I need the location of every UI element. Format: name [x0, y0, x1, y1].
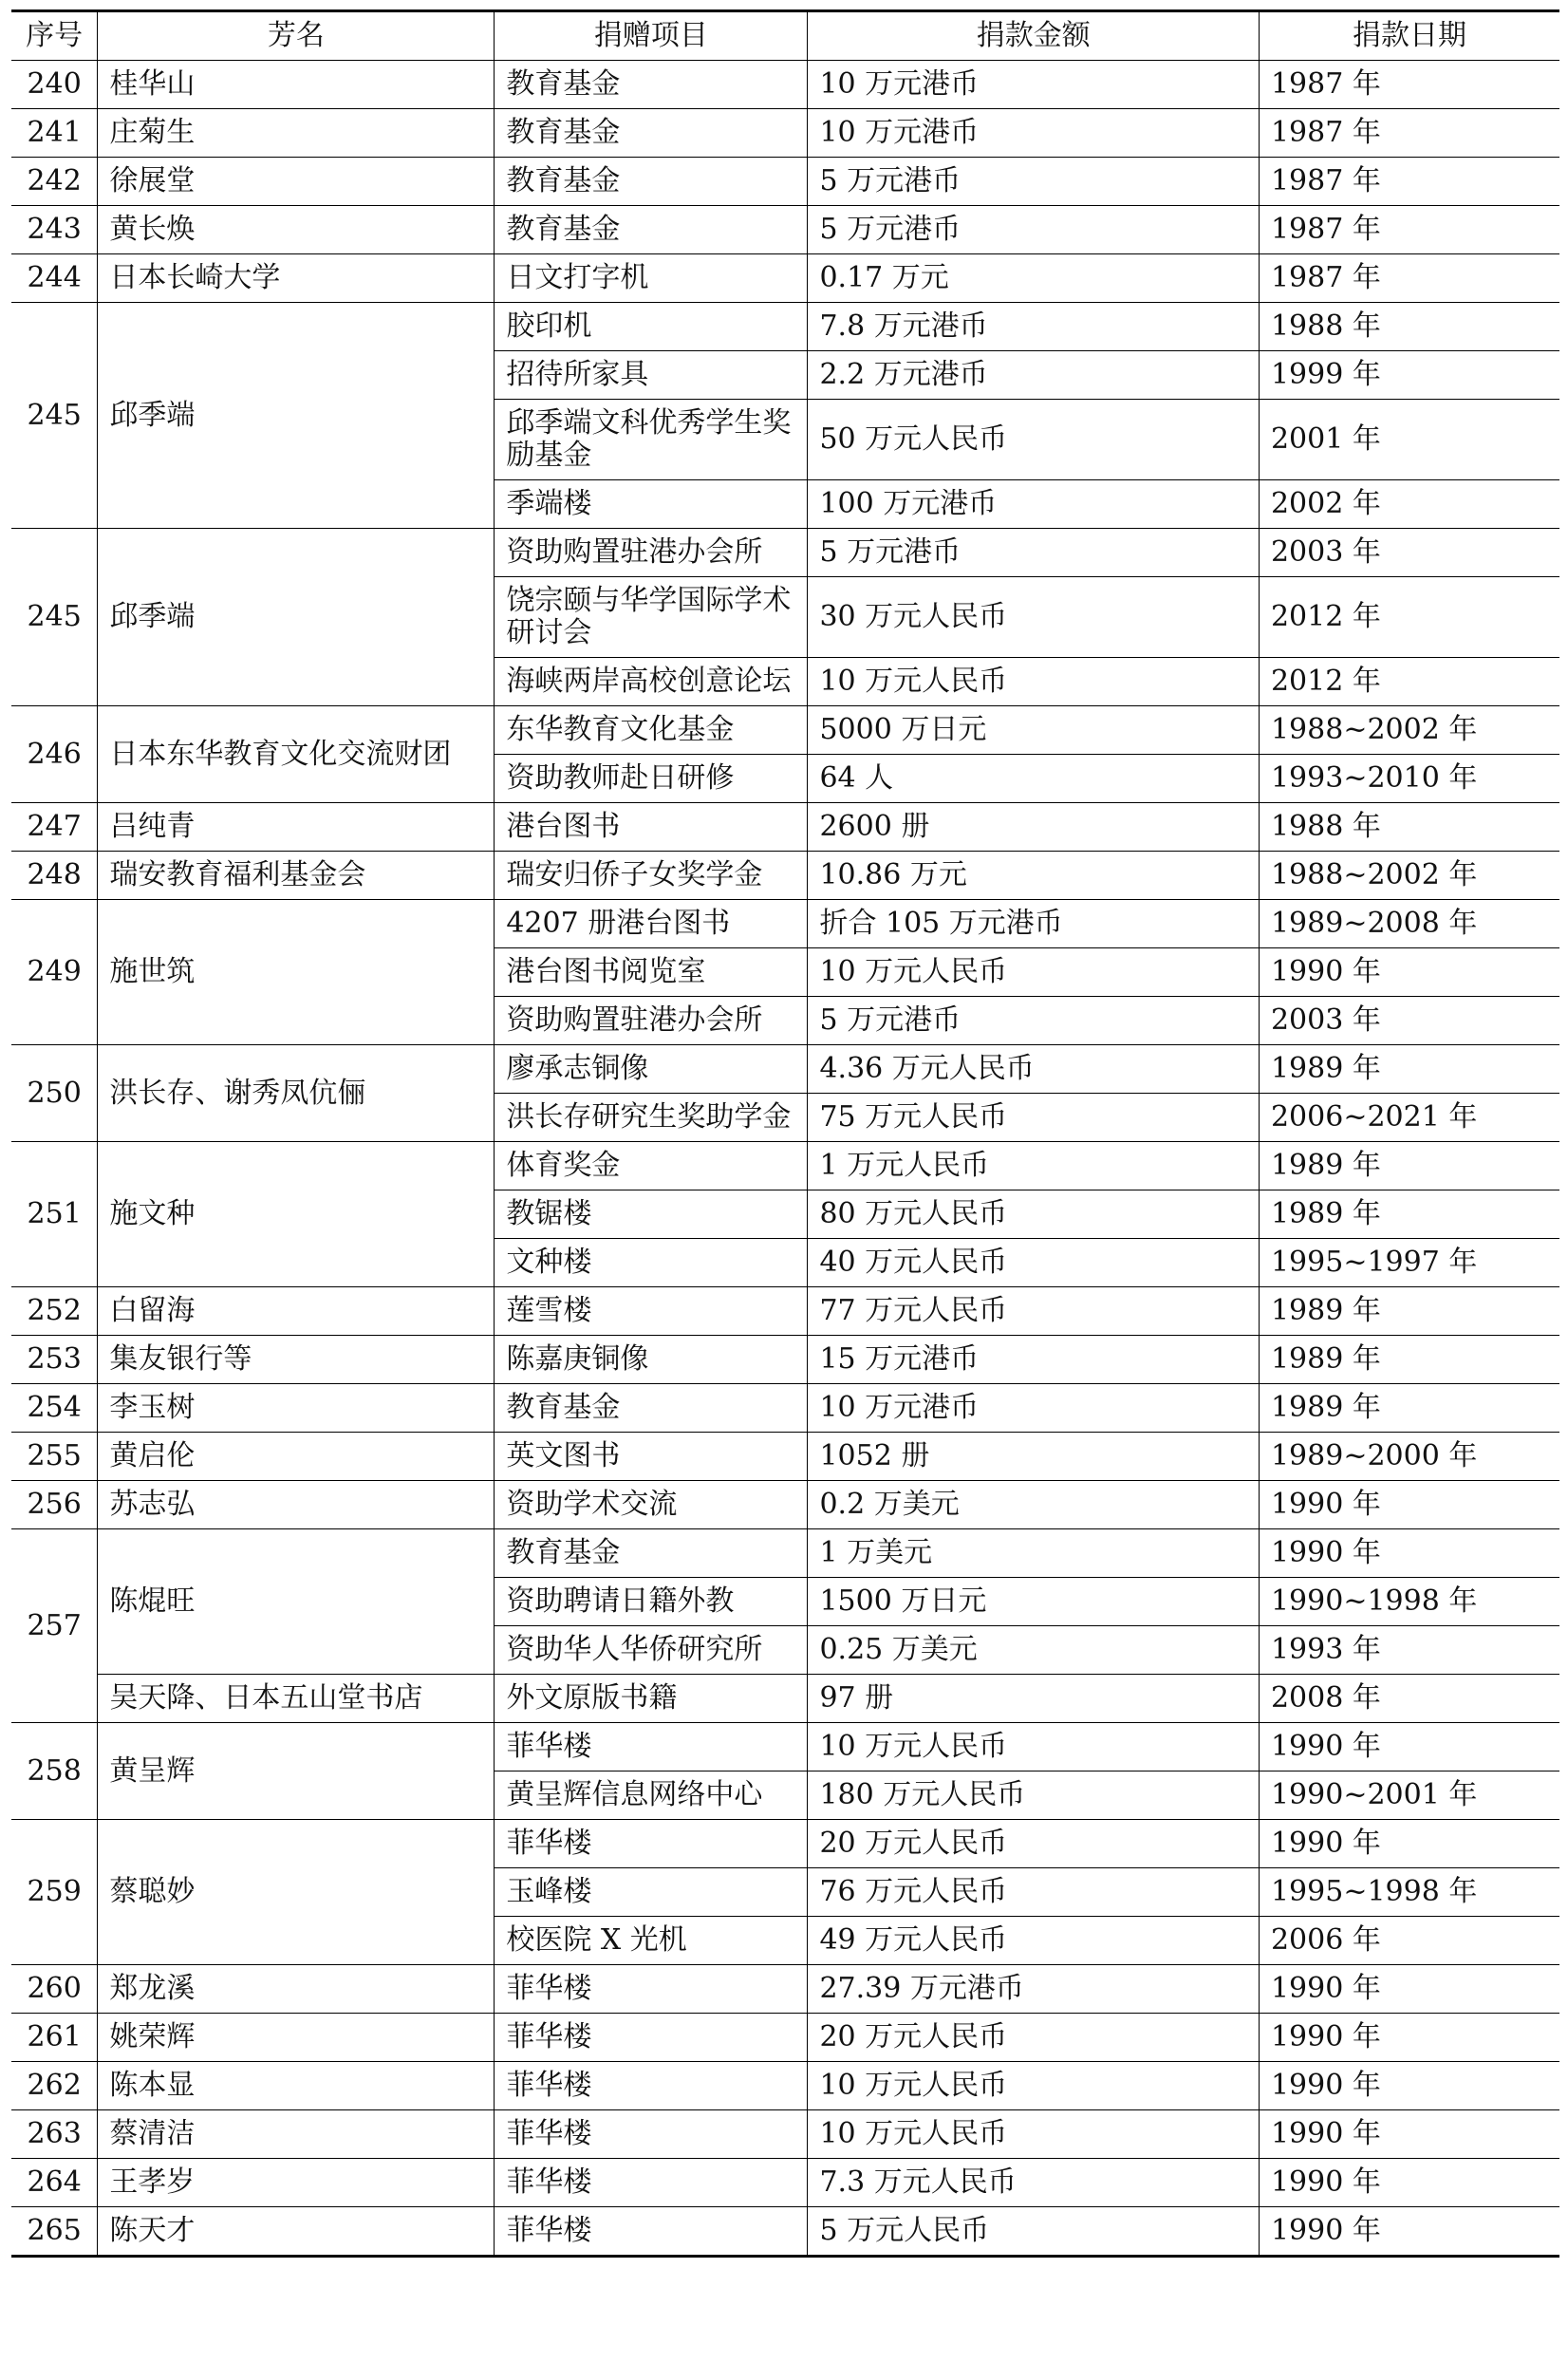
donor-name-cell: 姚荣辉 — [98, 2014, 495, 2062]
donation-project-cell: 日文打字机 — [495, 254, 808, 303]
table-row — [11, 529, 1559, 577]
donation-project-cell: 东华教育文化基金 — [495, 706, 808, 755]
donation-date-cell: 1990~2001 年 — [1259, 1772, 1559, 1820]
donor-name-cell: 施世筑 — [98, 900, 495, 1045]
donation-project-cell: 邱季端文科优秀学生奖励基金 — [495, 400, 808, 480]
serial-number-cell: 249 — [11, 900, 98, 1045]
table-row — [11, 254, 1559, 303]
donation-project-cell: 菲华楼 — [495, 1965, 808, 2014]
donation-date-cell: 2008 年 — [1259, 1675, 1559, 1723]
donation-project-cell: 菲华楼 — [495, 1723, 808, 1772]
donation-date-cell: 1990 年 — [1259, 1723, 1559, 1772]
donor-name-cell: 黄启伦 — [98, 1433, 495, 1481]
donation-date-cell: 2003 年 — [1259, 997, 1559, 1045]
donation-project-cell: 教锯楼 — [495, 1190, 808, 1239]
donor-name-cell: 陈本显 — [98, 2062, 495, 2110]
donor-name-cell: 黄呈辉 — [98, 1723, 495, 1820]
donation-project-cell: 港台图书阅览室 — [495, 948, 808, 997]
donation-amount-cell: 1 万元人民币 — [808, 1142, 1260, 1190]
header-donation-amount: 捐款金额 — [808, 11, 1260, 61]
table-row — [11, 303, 1559, 351]
donation-amount-cell: 5 万元港币 — [808, 158, 1260, 206]
table-row — [11, 852, 1559, 900]
serial-number-cell: 262 — [11, 2062, 98, 2110]
donation-date-cell: 2001 年 — [1259, 400, 1559, 480]
donation-date-cell: 1989~2008 年 — [1259, 900, 1559, 948]
donation-date-cell: 1988 年 — [1259, 803, 1559, 852]
serial-number-cell: 257 — [11, 1529, 98, 1723]
table-row — [11, 1481, 1559, 1529]
donation-project-cell: 菲华楼 — [495, 2014, 808, 2062]
donation-amount-cell: 77 万元人民币 — [808, 1287, 1260, 1336]
donor-name-cell: 陈焜旺 — [98, 1529, 495, 1675]
donation-amount-cell: 7.8 万元港币 — [808, 303, 1260, 351]
serial-number-cell: 245 — [11, 529, 98, 706]
donation-project-cell: 校医院 X 光机 — [495, 1917, 808, 1965]
donation-amount-cell: 2.2 万元港币 — [808, 351, 1260, 400]
donation-date-cell: 1989 年 — [1259, 1287, 1559, 1336]
table-row — [11, 2062, 1559, 2110]
donation-project-cell: 瑞安归侨子女奖学金 — [495, 852, 808, 900]
donation-project-cell: 教育基金 — [495, 1529, 808, 1578]
donation-date-cell: 2012 年 — [1259, 658, 1559, 706]
donation-amount-cell: 97 册 — [808, 1675, 1260, 1723]
donor-name-cell: 黄长焕 — [98, 206, 495, 254]
table-row — [11, 206, 1559, 254]
donation-amount-cell: 折合 105 万元港币 — [808, 900, 1260, 948]
donor-name-cell: 徐展堂 — [98, 158, 495, 206]
table-row — [11, 1723, 1559, 1772]
header-donation-date: 捐款日期 — [1259, 11, 1559, 61]
table-row — [11, 803, 1559, 852]
donor-name-cell: 蔡清洁 — [98, 2110, 495, 2159]
donation-project-cell: 胶印机 — [495, 303, 808, 351]
donation-amount-cell: 76 万元人民币 — [808, 1868, 1260, 1917]
donation-amount-cell: 2600 册 — [808, 803, 1260, 852]
table-row — [11, 1529, 1559, 1578]
donation-amount-cell: 10 万元港币 — [808, 61, 1260, 109]
donation-project-cell: 菲华楼 — [495, 2062, 808, 2110]
serial-number-cell: 244 — [11, 254, 98, 303]
table-row — [11, 1142, 1559, 1190]
donation-date-cell: 1989 年 — [1259, 1142, 1559, 1190]
donation-date-cell: 2006 年 — [1259, 1917, 1559, 1965]
serial-number-cell: 242 — [11, 158, 98, 206]
serial-number-cell: 264 — [11, 2159, 98, 2207]
donation-table — [11, 9, 1559, 2258]
donation-date-cell: 1990~1998 年 — [1259, 1578, 1559, 1626]
donor-name-cell: 郑龙溪 — [98, 1965, 495, 2014]
donor-name-cell: 苏志弘 — [98, 1481, 495, 1529]
donation-amount-cell: 0.2 万美元 — [808, 1481, 1260, 1529]
donation-project-cell: 教育基金 — [495, 1384, 808, 1433]
donation-project-cell: 文种楼 — [495, 1239, 808, 1287]
table-body — [11, 61, 1559, 2257]
donation-project-cell: 菲华楼 — [495, 2110, 808, 2159]
serial-number-cell: 255 — [11, 1433, 98, 1481]
donation-date-cell: 1987 年 — [1259, 206, 1559, 254]
donation-project-cell: 饶宗颐与华学国际学术研讨会 — [495, 577, 808, 658]
table-row — [11, 1820, 1559, 1868]
donation-date-cell: 1988 年 — [1259, 303, 1559, 351]
donation-amount-cell: 5 万元人民币 — [808, 2207, 1260, 2257]
donation-date-cell: 1990 年 — [1259, 2110, 1559, 2159]
donation-amount-cell: 10 万元港币 — [808, 109, 1260, 158]
donation-project-cell: 教育基金 — [495, 206, 808, 254]
donation-date-cell: 1990 年 — [1259, 2014, 1559, 2062]
donor-name-cell: 吕纯青 — [98, 803, 495, 852]
serial-number-cell: 252 — [11, 1287, 98, 1336]
donation-amount-cell: 5000 万日元 — [808, 706, 1260, 755]
serial-number-cell: 243 — [11, 206, 98, 254]
donation-amount-cell: 49 万元人民币 — [808, 1917, 1260, 1965]
serial-number-cell: 256 — [11, 1481, 98, 1529]
serial-number-cell: 247 — [11, 803, 98, 852]
table-row — [11, 1433, 1559, 1481]
donation-date-cell: 2012 年 — [1259, 577, 1559, 658]
donation-project-cell: 廖承志铜像 — [495, 1045, 808, 1094]
table-row — [11, 109, 1559, 158]
donation-date-cell: 1988~2002 年 — [1259, 706, 1559, 755]
donation-amount-cell: 0.17 万元 — [808, 254, 1260, 303]
serial-number-cell: 258 — [11, 1723, 98, 1820]
table-row — [11, 2159, 1559, 2207]
donation-project-cell: 莲雪楼 — [495, 1287, 808, 1336]
donation-amount-cell: 4.36 万元人民币 — [808, 1045, 1260, 1094]
donation-amount-cell: 5 万元港币 — [808, 529, 1260, 577]
donor-name-cell: 洪长存、谢秀凤伉俪 — [98, 1045, 495, 1142]
donation-date-cell: 1989 年 — [1259, 1336, 1559, 1384]
donation-date-cell: 2003 年 — [1259, 529, 1559, 577]
donation-amount-cell: 10 万元人民币 — [808, 1723, 1260, 1772]
serial-number-cell: 245 — [11, 303, 98, 529]
donation-date-cell: 1989 年 — [1259, 1190, 1559, 1239]
donation-amount-cell: 40 万元人民币 — [808, 1239, 1260, 1287]
donation-project-cell: 资助聘请日籍外教 — [495, 1578, 808, 1626]
donation-project-cell: 4207 册港台图书 — [495, 900, 808, 948]
donor-name-cell: 集友银行等 — [98, 1336, 495, 1384]
donation-amount-cell: 1052 册 — [808, 1433, 1260, 1481]
donation-date-cell: 2006~2021 年 — [1259, 1094, 1559, 1142]
donation-amount-cell: 5 万元港币 — [808, 997, 1260, 1045]
donor-name-cell: 桂华山 — [98, 61, 495, 109]
donation-date-cell: 1990 年 — [1259, 1529, 1559, 1578]
donation-project-cell: 海峡两岸高校创意论坛 — [495, 658, 808, 706]
donation-amount-cell: 20 万元人民币 — [808, 1820, 1260, 1868]
table-row — [11, 900, 1559, 948]
donation-amount-cell: 7.3 万元人民币 — [808, 2159, 1260, 2207]
donation-date-cell: 1987 年 — [1259, 158, 1559, 206]
donation-amount-cell: 10 万元人民币 — [808, 2062, 1260, 2110]
table-row — [11, 1045, 1559, 1094]
donation-project-cell: 港台图书 — [495, 803, 808, 852]
table-row — [11, 61, 1559, 109]
donation-amount-cell: 10 万元人民币 — [808, 948, 1260, 997]
serial-number-cell: 259 — [11, 1820, 98, 1965]
donor-name-cell: 李玉树 — [98, 1384, 495, 1433]
donor-name-cell: 庄菊生 — [98, 109, 495, 158]
table-row — [11, 1675, 1559, 1723]
serial-number-cell: 241 — [11, 109, 98, 158]
donation-amount-cell: 100 万元港币 — [808, 480, 1260, 529]
donation-project-cell: 资助华人华侨研究所 — [495, 1626, 808, 1675]
donor-name-cell: 白留海 — [98, 1287, 495, 1336]
donation-project-cell: 菲华楼 — [495, 2207, 808, 2257]
donation-date-cell: 1988~2002 年 — [1259, 852, 1559, 900]
donation-project-cell: 资助购置驻港办会所 — [495, 997, 808, 1045]
donation-amount-cell: 180 万元人民币 — [808, 1772, 1260, 1820]
donation-date-cell: 1989 年 — [1259, 1384, 1559, 1433]
table-row — [11, 1384, 1559, 1433]
serial-number-cell: 263 — [11, 2110, 98, 2159]
donation-date-cell: 1990 年 — [1259, 2062, 1559, 2110]
table-row — [11, 1965, 1559, 2014]
table-row — [11, 1287, 1559, 1336]
table-row — [11, 706, 1559, 755]
donation-project-cell: 洪长存研究生奖助学金 — [495, 1094, 808, 1142]
donor-name-cell: 邱季端 — [98, 303, 495, 529]
donation-date-cell: 1993 年 — [1259, 1626, 1559, 1675]
donation-project-cell: 招待所家具 — [495, 351, 808, 400]
donation-date-cell: 1987 年 — [1259, 109, 1559, 158]
donation-date-cell: 1995~1998 年 — [1259, 1868, 1559, 1917]
donation-project-cell: 资助教师赴日研修 — [495, 755, 808, 803]
donor-name-cell: 王孝岁 — [98, 2159, 495, 2207]
donor-name-cell: 吴天降、日本五山堂书店 — [98, 1675, 495, 1723]
donation-amount-cell: 10.86 万元 — [808, 852, 1260, 900]
donation-amount-cell: 10 万元人民币 — [808, 2110, 1260, 2159]
serial-number-cell: 248 — [11, 852, 98, 900]
donation-date-cell: 2002 年 — [1259, 480, 1559, 529]
donation-amount-cell: 10 万元人民币 — [808, 658, 1260, 706]
donor-name-cell: 日本长崎大学 — [98, 254, 495, 303]
donation-date-cell: 1990 年 — [1259, 1820, 1559, 1868]
table-header-row — [11, 11, 1559, 61]
donation-date-cell: 1990 年 — [1259, 1481, 1559, 1529]
donation-project-cell: 资助学术交流 — [495, 1481, 808, 1529]
donation-project-cell: 菲华楼 — [495, 2159, 808, 2207]
serial-number-cell: 260 — [11, 1965, 98, 2014]
donation-amount-cell: 75 万元人民币 — [808, 1094, 1260, 1142]
donation-amount-cell: 1500 万日元 — [808, 1578, 1260, 1626]
table-row — [11, 2014, 1559, 2062]
donation-project-cell: 教育基金 — [495, 109, 808, 158]
donation-project-cell: 陈嘉庚铜像 — [495, 1336, 808, 1384]
donation-project-cell: 资助购置驻港办会所 — [495, 529, 808, 577]
donation-project-cell: 教育基金 — [495, 61, 808, 109]
donation-amount-cell: 27.39 万元港币 — [808, 1965, 1260, 2014]
serial-number-cell: 261 — [11, 2014, 98, 2062]
donation-project-cell: 玉峰楼 — [495, 1868, 808, 1917]
donor-name-cell: 日本东华教育文化交流财团 — [98, 706, 495, 803]
donation-amount-cell: 64 人 — [808, 755, 1260, 803]
donation-project-cell: 外文原版书籍 — [495, 1675, 808, 1723]
donation-date-cell: 1993~2010 年 — [1259, 755, 1559, 803]
donation-date-cell: 1987 年 — [1259, 61, 1559, 109]
donation-date-cell: 1999 年 — [1259, 351, 1559, 400]
serial-number-cell: 240 — [11, 61, 98, 109]
donation-date-cell: 1989 年 — [1259, 1045, 1559, 1094]
header-serial-number: 序号 — [11, 11, 98, 61]
table-row — [11, 158, 1559, 206]
serial-number-cell: 253 — [11, 1336, 98, 1384]
donor-name-cell: 蔡聪妙 — [98, 1820, 495, 1965]
donor-name-cell: 邱季端 — [98, 529, 495, 706]
donation-project-cell: 季端楼 — [495, 480, 808, 529]
donor-name-cell: 施文种 — [98, 1142, 495, 1287]
serial-number-cell: 250 — [11, 1045, 98, 1142]
table-row — [11, 2207, 1559, 2257]
header-donor-name: 芳名 — [98, 11, 495, 61]
donation-date-cell: 1995~1997 年 — [1259, 1239, 1559, 1287]
donation-amount-cell: 80 万元人民币 — [808, 1190, 1260, 1239]
donation-amount-cell: 0.25 万美元 — [808, 1626, 1260, 1675]
donation-amount-cell: 50 万元人民币 — [808, 400, 1260, 480]
donation-amount-cell: 30 万元人民币 — [808, 577, 1260, 658]
header-donation-project: 捐赠项目 — [495, 11, 808, 61]
donation-amount-cell: 20 万元人民币 — [808, 2014, 1260, 2062]
donation-amount-cell: 10 万元港币 — [808, 1384, 1260, 1433]
table-row — [11, 1336, 1559, 1384]
serial-number-cell: 251 — [11, 1142, 98, 1287]
donation-date-cell: 1990 年 — [1259, 948, 1559, 997]
donation-date-cell: 1990 年 — [1259, 2207, 1559, 2257]
donor-name-cell: 陈天才 — [98, 2207, 495, 2257]
serial-number-cell: 246 — [11, 706, 98, 803]
serial-number-cell: 265 — [11, 2207, 98, 2257]
donation-amount-cell: 1 万美元 — [808, 1529, 1260, 1578]
donation-date-cell: 1990 年 — [1259, 2159, 1559, 2207]
table-row — [11, 2110, 1559, 2159]
donation-date-cell: 1989~2000 年 — [1259, 1433, 1559, 1481]
serial-number-cell: 254 — [11, 1384, 98, 1433]
donation-amount-cell: 5 万元港币 — [808, 206, 1260, 254]
donor-name-cell: 瑞安教育福利基金会 — [98, 852, 495, 900]
donation-project-cell: 教育基金 — [495, 158, 808, 206]
donation-project-cell: 英文图书 — [495, 1433, 808, 1481]
donation-amount-cell: 15 万元港币 — [808, 1336, 1260, 1384]
donation-date-cell: 1990 年 — [1259, 1965, 1559, 2014]
donation-project-cell: 菲华楼 — [495, 1820, 808, 1868]
donation-date-cell: 1987 年 — [1259, 254, 1559, 303]
donation-project-cell: 黄呈辉信息网络中心 — [495, 1772, 808, 1820]
donation-project-cell: 体育奖金 — [495, 1142, 808, 1190]
